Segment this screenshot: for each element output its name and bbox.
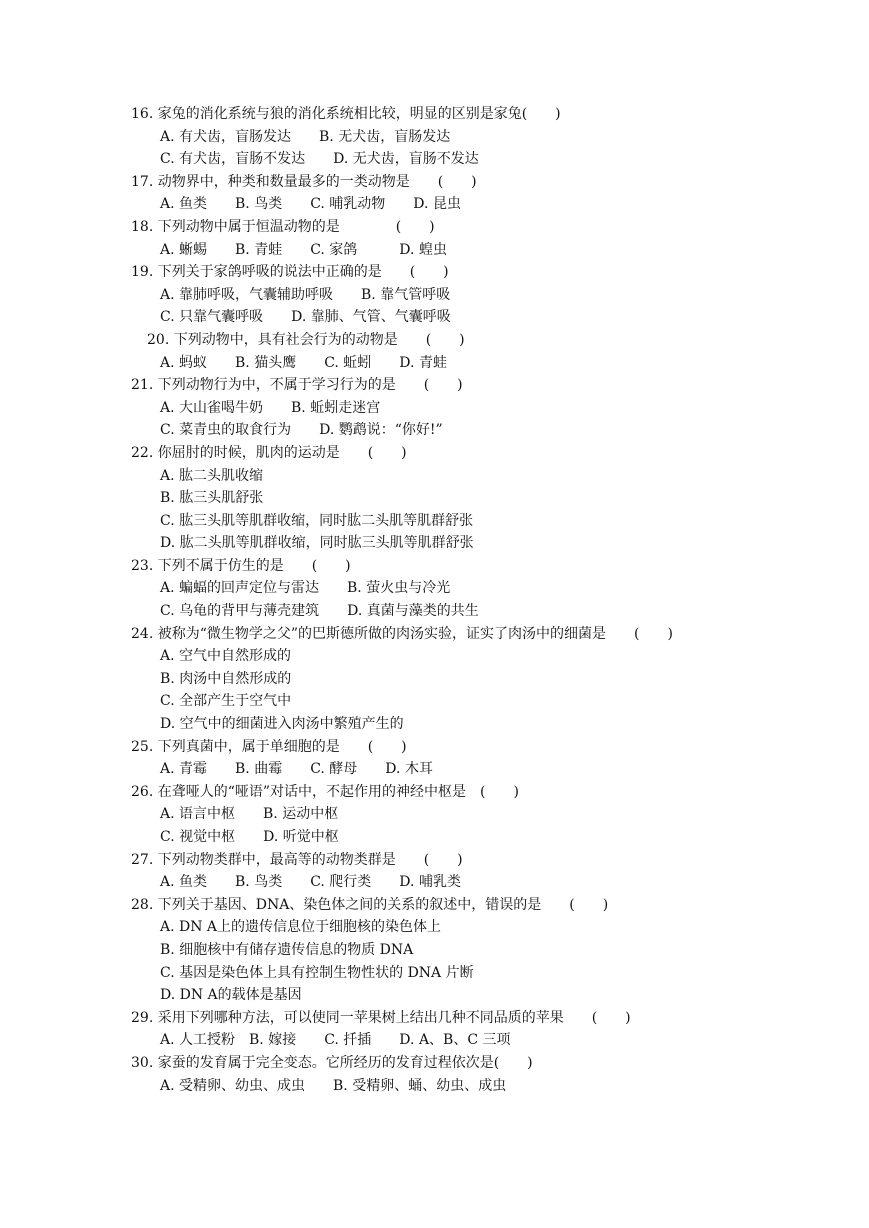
question-options: A. 靠肺呼吸，气囊辅助呼吸 B. 靠气管呼吸 <box>160 286 451 303</box>
question-option: D. 肱二头肌等肌群收缩，同时肱三头肌等肌群舒张 <box>160 535 474 552</box>
question-28 <box>0 894 869 1007</box>
question-stem: 28. 下列关于基因、DNA、染色体之间的关系的叙述中，错误的是 ( ) <box>131 896 609 913</box>
question-option: A. 空气中自然形成的 <box>160 648 292 665</box>
question-options: A. 蜥蜴 B. 青蛙 C. 家鸽 D. 蝗虫 <box>160 241 447 258</box>
question-options: C. 只靠气囊呼吸 D. 靠肺、气管、气囊呼吸 <box>160 309 451 326</box>
question-options: C. 有犬齿，盲肠不发达 D. 无犬齿，盲肠不发达 <box>160 151 479 168</box>
question-stem: 17. 动物界中，种类和数量最多的一类动物是 ( ) <box>131 173 477 190</box>
question-options: A. 受精卵、幼虫、成虫 B. 受精卵、蛹、幼虫、成虫 <box>160 1077 507 1094</box>
question-stem: 21. 下列动物行为中，不属于学习行为的是 ( ) <box>131 377 463 394</box>
question-stem: 23. 下列不属于仿生的是 ( ) <box>131 557 351 574</box>
question-stem: 25. 下列真菌中，属于单细胞的是 ( ) <box>131 738 407 755</box>
question-options: C. 乌龟的背甲与薄壳建筑 D. 真菌与藻类的共生 <box>160 603 479 620</box>
question-option: A. DN A上的遗传信息位于细胞核的染色体上 <box>160 919 442 936</box>
question-option: A. 肱二头肌收缩 <box>160 467 264 484</box>
question-stem: 26. 在聋哑人的“哑语”对话中，不起作用的神经中枢是 ( ) <box>131 783 519 800</box>
question-option: C. 肱三头肌等肌群收缩，同时肱二头肌等肌群舒张 <box>160 512 474 529</box>
question-stem: 19. 下列关于家鸽呼吸的说法中正确的是 ( ) <box>131 264 449 281</box>
question-options: A. 鱼类 B. 鸟类 C. 哺乳动物 D. 昆虫 <box>160 196 461 213</box>
question-29 <box>0 1007 869 1052</box>
question-option: B. 肉汤中自然形成的 <box>160 670 292 687</box>
question-18 <box>0 216 869 261</box>
question-options: A. 蚂蚁 B. 猫头鹰 C. 蚯蚓 D. 青蛙 <box>160 354 447 371</box>
question-27 <box>0 849 869 894</box>
question-stem: 27. 下列动物类群中，最高等的动物类群是 ( ) <box>131 851 463 868</box>
question-option: B. 细胞核中有储存遗传信息的物质 DNA <box>160 941 414 958</box>
question-30 <box>0 1052 869 1097</box>
question-22 <box>0 442 869 555</box>
question-options: C. 菜青虫的取食行为 D. 鹦鹉说：“你好!” <box>160 422 443 439</box>
question-24 <box>0 623 869 736</box>
question-stem: 29. 采用下列哪种方法，可以使同一苹果树上结出几种不同品质的苹果 ( ) <box>131 1009 631 1026</box>
question-options: A. 青霉 B. 曲霉 C. 酵母 D. 木耳 <box>160 761 433 778</box>
question-options: A. 蝙蝠的回声定位与雷达 B. 萤火虫与冷光 <box>160 580 451 597</box>
question-options: A. 大山雀喝牛奶 B. 蚯蚓走迷宫 <box>160 399 381 416</box>
question-option: B. 肱三头肌舒张 <box>160 490 264 507</box>
exam-page <box>0 103 869 1097</box>
question-options: A. 有犬齿，盲肠发达 B. 无犬齿，盲肠发达 <box>160 128 451 145</box>
question-stem: 16. 家兔的消化系统与狼的消化系统相比较，明显的区别是家兔( ) <box>131 106 561 122</box>
question-option: C. 全部产生于空气中 <box>160 693 292 710</box>
question-options: A. 鱼类 B. 鸟类 C. 爬行类 D. 哺乳类 <box>160 874 461 891</box>
question-option: D. DN A的载体是基因 <box>160 987 302 1004</box>
question-option: D. 空气中的细菌进入肉汤中繁殖产生的 <box>160 716 404 733</box>
question-options: A. 语言中枢 B. 运动中枢 <box>160 806 339 823</box>
question-options: A. 人工授粉 B. 嫁接 C. 扦插 D. A、B、C 三项 <box>160 1032 511 1049</box>
question-21 <box>0 374 869 442</box>
question-16 <box>0 103 869 171</box>
question-23 <box>0 555 869 623</box>
question-stem: 22. 你屈肘的时候，肌肉的运动是 ( ) <box>131 444 407 461</box>
question-20 <box>0 329 869 374</box>
question-17 <box>0 171 869 216</box>
question-25 <box>0 736 869 781</box>
question-stem: 24. 被称为“微生物学之父”的巴斯德所做的肉汤实验，证实了肉汤中的细菌是 ( ) <box>131 625 673 642</box>
question-options: C. 视觉中枢 D. 听觉中枢 <box>160 829 339 845</box>
question-stem: 18. 下列动物中属于恒温动物的是 ( ) <box>131 218 435 235</box>
question-stem: 20. 下列动物中，具有社会行为的动物是 ( ) <box>147 331 465 348</box>
question-26 <box>0 781 869 849</box>
question-stem: 30. 家蚕的发育属于完全变态。它所经历的发育过程依次是( ) <box>131 1054 533 1071</box>
question-19 <box>0 261 869 329</box>
question-option: C. 基因是染色体上具有控制生物性状的 DNA 片断 <box>160 964 474 981</box>
